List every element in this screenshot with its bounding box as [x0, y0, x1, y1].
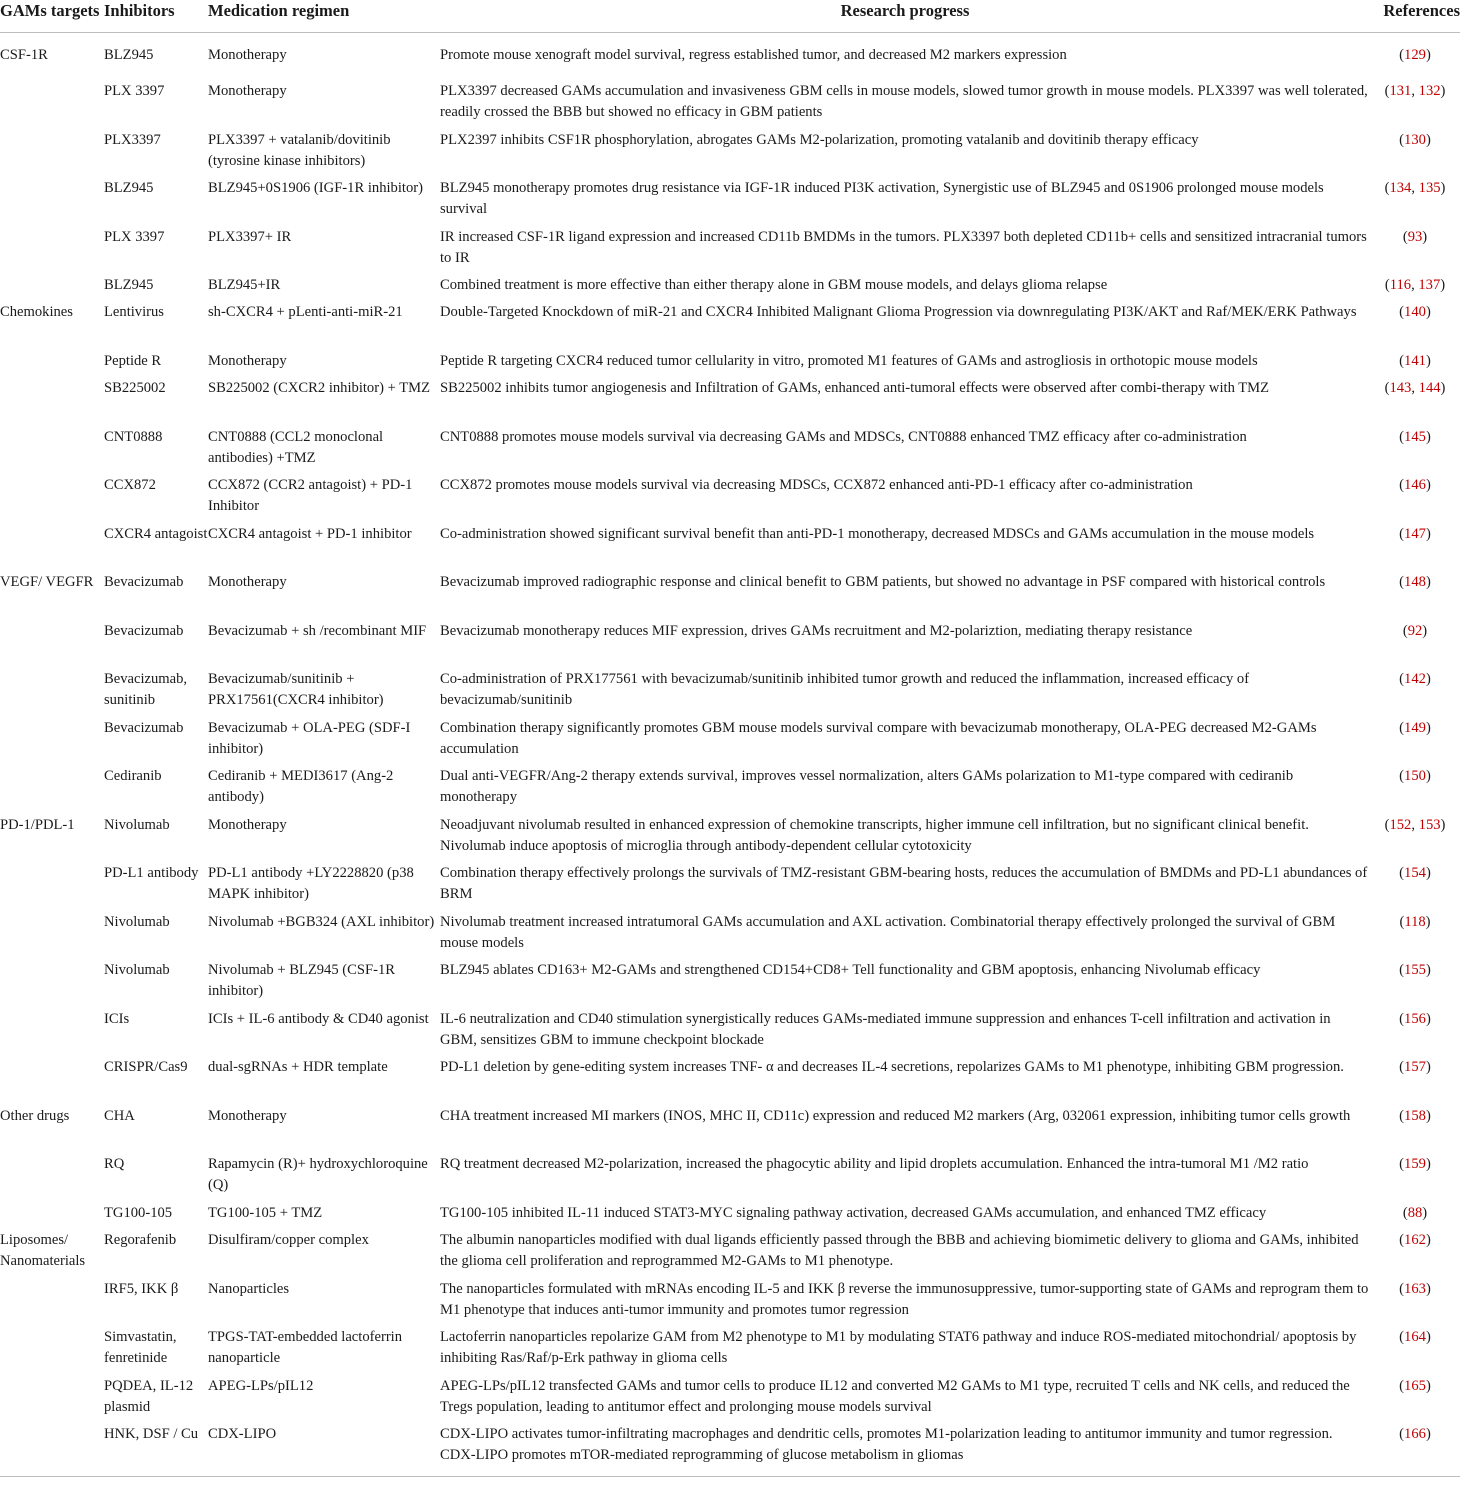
- reference-link[interactable]: 159: [1404, 1156, 1426, 1173]
- table-row: [0, 1230, 1460, 1279]
- reference-link[interactable]: 143: [1389, 380, 1412, 397]
- gams-target-cell: PD-1/PDL-1: [0, 816, 75, 833]
- table-row: [0, 815, 1460, 864]
- table-row: [0, 33, 1460, 82]
- reference-link[interactable]: 118: [1404, 913, 1426, 930]
- header-gams-targets: GAMs targets: [0, 0, 104, 33]
- table-row: [0, 130, 1460, 179]
- research-progress-cell: PLX3397 decreased GAMs accumulation and invasiveness GBM cells in mouse models, slowed tumor growth in mouse models. PLX3397 was well tolerated, readily crossed the BBB but showed no efficacy in GBM patients: [440, 83, 1368, 120]
- gams-target-cell: [0, 275, 104, 302]
- reference-link[interactable]: 162: [1404, 1232, 1426, 1249]
- medication-regimen-cell: Nivolumab +BGB324 (AXL inhibitor): [208, 913, 435, 930]
- research-progress-cell: Double-Targeted Knockdown of miR-21 and CXCR4 Inhibited Malignant Glioma Progression via downregulating PI3K/AKT and Raf/MEK/ERK Pathways: [440, 304, 1357, 321]
- references-cell: (165): [1399, 1377, 1431, 1394]
- research-progress-cell: APEG-LPs/pIL12 transfected GAMs and tumor cells to produce IL12 and converted M2 GAMs to M1 type, recruited T cells and NK cells, and reduced the Tregs population, leading to antitumor effect and prolonging mouse models survival: [440, 1377, 1350, 1415]
- reference-link[interactable]: 134: [1389, 180, 1412, 196]
- inhibitor-cell: TG100-105: [104, 1204, 173, 1221]
- inhibitor-cell: Cediranib: [104, 768, 162, 785]
- medication-regimen-cell: Cediranib + MEDI3617 (Ang-2 antibody): [208, 768, 394, 806]
- inhibitor-cell: ICIs: [104, 1010, 130, 1027]
- research-progress-cell: CCX872 promotes mouse models survival via decreasing MDSCs, CCX872 enhanced anti-PD-1 efficacy after co-administration: [440, 477, 1193, 494]
- table-row: [0, 275, 1460, 302]
- references-cell: (147): [1399, 525, 1431, 542]
- medication-regimen-cell: PD-L1 antibody +LY2228820 (p38 MAPK inhibitor): [208, 865, 414, 903]
- research-progress-cell: The albumin nanoparticles modified with dual ligands efficiently passed through the BBB and achieving biomimetic delivery to glioma and GAMs, inhibited the glioma cell proliferation and reprogrammed M2-GAMs to M1 phenotype.: [440, 1232, 1359, 1270]
- reference-link[interactable]: 152: [1389, 816, 1412, 833]
- references-cell: (141): [1399, 352, 1431, 369]
- reference-link[interactable]: 164: [1404, 1329, 1426, 1346]
- inhibitor-cell: BLZ945: [104, 180, 154, 196]
- reference-link[interactable]: 129: [1404, 47, 1426, 63]
- inhibitor-cell: Peptide R: [104, 352, 162, 369]
- research-progress-cell: Combination therapy significantly promotes GBM mouse models survival compare with bevacizumab monotherapy, OLA-PEG decreased M2-GAMs accumulation: [440, 719, 1317, 757]
- inhibitor-cell: BLZ945: [104, 47, 154, 63]
- gams-target-cell: [0, 1009, 104, 1058]
- references-cell: (129): [1399, 47, 1431, 63]
- references-cell: (140): [1399, 304, 1431, 321]
- medication-regimen-cell: dual-sgRNAs + HDR template: [208, 1059, 388, 1076]
- gams-target-cell: [0, 475, 104, 524]
- gams-target-cell: Other drugs: [0, 1107, 70, 1124]
- inhibitor-cell: Bevacizumab, sunitinib: [104, 671, 188, 709]
- table-row: [0, 475, 1460, 524]
- gams-target-cell: VEGF/ VEGFR: [0, 574, 94, 591]
- inhibitor-cell: Lentivirus: [104, 304, 164, 321]
- reference-link[interactable]: 158: [1404, 1107, 1426, 1124]
- references-cell: (158): [1399, 1107, 1431, 1124]
- inhibitor-cell: Regorafenib: [104, 1232, 177, 1249]
- reference-link[interactable]: 155: [1404, 962, 1426, 979]
- reference-link[interactable]: 93: [1407, 228, 1423, 245]
- references-cell: (150): [1399, 768, 1431, 785]
- medication-regimen-cell: CCX872 (CCR2 antagoist) + PD-1 Inhibitor: [208, 477, 413, 515]
- gams-target-cell: [0, 960, 104, 1009]
- medication-regimen-cell: CDX-LIPO: [208, 1424, 440, 1477]
- reference-link[interactable]: 92: [1407, 622, 1423, 639]
- reference-link[interactable]: 165: [1404, 1377, 1426, 1394]
- table-row: [0, 572, 1460, 621]
- medication-regimen-cell: BLZ945+0S1906 (IGF-1R inhibitor): [208, 180, 423, 196]
- research-progress-cell: IL-6 neutralization and CD40 stimulation synergistically reduces GAMs-mediated immune suppression and enhances T-cell infiltration and activation in GBM, sensitizes GBM to immune checkpoint blockade: [440, 1010, 1331, 1048]
- gams-target-cell: [0, 351, 104, 378]
- medication-regimen-cell: Monotherapy: [208, 83, 287, 99]
- header-medication-regimen: Medication regimen: [208, 0, 440, 33]
- reference-link[interactable]: 148: [1404, 574, 1426, 591]
- medication-regimen-cell: Monotherapy: [208, 47, 287, 63]
- inhibitor-cell: Bevacizumab: [104, 574, 184, 591]
- gams-target-cell: [0, 1203, 104, 1230]
- reference-link[interactable]: 153: [1418, 816, 1441, 833]
- references-cell: (142): [1399, 671, 1431, 688]
- inhibitor-cell: Simvastatin, fenretinide: [104, 1329, 177, 1367]
- research-progress-cell: BLZ945 ablates CD163+ M2-GAMs and strengthened CD154+CD8+ Tell functionality and GBM apoptosis, enhancing Nivolumab efficacy: [440, 962, 1261, 979]
- medication-regimen-cell: Monotherapy: [208, 816, 287, 833]
- reference-link[interactable]: 144: [1418, 380, 1441, 397]
- inhibitor-cell: CCX872: [104, 477, 156, 494]
- references-cell: (92): [1402, 622, 1428, 639]
- table-row: [0, 863, 1460, 912]
- research-progress-cell: Co-administration of PRX177561 with bevacizumab/sunitinib inhibited tumor growth and reduced the inflammation, increased efficacy of bevacizumab/sunitinib: [440, 671, 1250, 709]
- medication-regimen-cell: TG100-105 + TMZ: [208, 1204, 323, 1221]
- inhibitor-cell: HNK, DSF / Cu: [104, 1424, 208, 1477]
- references-cell: (145): [1399, 428, 1431, 445]
- table-row: [0, 178, 1460, 227]
- inhibitor-cell: Bevacizumab: [104, 622, 184, 639]
- reference-link[interactable]: 131: [1389, 83, 1412, 99]
- references-cell: (116, 137): [1384, 277, 1446, 293]
- inhibitor-cell: PD-L1 antibody: [104, 865, 199, 882]
- references-cell: (88): [1402, 1204, 1428, 1221]
- research-progress-cell: BLZ945 monotherapy promotes drug resistance via IGF-1R induced PI3K activation, Synergistic use of BLZ945 and 0S1906 prolonged mouse models survival: [440, 180, 1324, 217]
- references-cell: (118): [1399, 913, 1431, 930]
- gams-target-cell: [0, 718, 104, 767]
- references-cell: (162): [1399, 1232, 1431, 1249]
- header-inhibitors: Inhibitors: [104, 0, 208, 33]
- inhibitor-cell: CXCR4 antagoist: [104, 525, 208, 542]
- medication-regimen-cell: Nanoparticles: [208, 1280, 290, 1297]
- table-row: [0, 1203, 1460, 1230]
- gams-target-cell: [0, 1327, 104, 1376]
- inhibitor-cell: IRF5, IKK β: [104, 1280, 179, 1297]
- medication-regimen-cell: SB225002 (CXCR2 inhibitor) + TMZ: [208, 380, 431, 397]
- medication-regimen-cell: CXCR4 antagoist + PD-1 inhibitor: [208, 525, 412, 542]
- header-research-progress: Research progress: [440, 0, 1370, 33]
- reference-link[interactable]: 166: [1404, 1426, 1426, 1443]
- header-references: References: [1370, 0, 1460, 33]
- gams-target-cell: [0, 1424, 104, 1477]
- reference-link[interactable]: 156: [1404, 1010, 1426, 1027]
- gams-target-cell: [0, 1279, 104, 1328]
- table-row: [0, 81, 1460, 130]
- table-row: [0, 1279, 1460, 1328]
- inhibitor-cell: Nivolumab: [104, 962, 170, 979]
- references-cell: (157): [1399, 1059, 1431, 1076]
- medication-regimen-cell: sh-CXCR4 + pLenti-anti-miR-21: [208, 304, 403, 321]
- references-cell: (159): [1399, 1156, 1431, 1173]
- reference-link[interactable]: 163: [1404, 1280, 1426, 1297]
- research-progress-cell: SB225002 inhibits tumor angiogenesis and Infiltration of GAMs, enhanced anti-tumoral effects were observed after combi-therapy with TMZ: [440, 380, 1270, 397]
- table-row: [0, 1424, 1460, 1477]
- gams-target-cell: [0, 669, 104, 718]
- reference-link[interactable]: 146: [1404, 477, 1426, 494]
- medication-regimen-cell: ICIs + IL-6 antibody & CD40 agonist: [208, 1010, 429, 1027]
- inhibitor-cell: PLX 3397: [104, 228, 165, 245]
- medication-regimen-cell: Nivolumab + BLZ945 (CSF-1R inhibitor): [208, 962, 396, 1000]
- research-progress-cell: Bevacizumab monotherapy reduces MIF expression, drives GAMs recruitment and M2-polariztion, mediating therapy resistance: [440, 622, 1193, 639]
- inhibitor-cell: BLZ945: [104, 277, 154, 293]
- table-row: [0, 1106, 1460, 1155]
- medication-regimen-cell: Bevacizumab + OLA-PEG (SDF-I inhibitor): [208, 719, 411, 757]
- research-progress-cell: Nivolumab treatment increased intratumoral GAMs accumulation and AXL activation. Combinatorial therapy effectively prolonged the survival of GBM mouse models: [440, 913, 1336, 951]
- table-row: [0, 427, 1460, 476]
- reference-link[interactable]: 150: [1404, 768, 1426, 785]
- references-cell: (163): [1399, 1280, 1431, 1297]
- medication-regimen-cell: Monotherapy: [208, 352, 287, 369]
- inhibitor-cell: PLX3397: [104, 131, 161, 148]
- references-cell: (93): [1402, 228, 1428, 245]
- references-cell: (134, 135): [1384, 180, 1446, 196]
- reference-link[interactable]: 135: [1418, 180, 1441, 196]
- research-progress-cell: Promote mouse xenograft model survival, regress established tumor, and decreased M2 markers expression: [440, 47, 1067, 63]
- gams-target-cell: [0, 524, 104, 573]
- reference-link[interactable]: 145: [1404, 428, 1426, 445]
- references-cell: (155): [1399, 962, 1431, 979]
- research-progress-cell: Neoadjuvant nivolumab resulted in enhanced expression of chemokine transcripts, higher immune cell infiltration, but no significant clinical benefit. Nivolumab induce apoptosis of microglia through antibody-dependent cellular cytotoxicity: [440, 816, 1309, 854]
- medication-regimen-cell: PLX3397 + vatalanib/dovitinib (tyrosine kinase inhibitors): [208, 131, 391, 169]
- references-cell: (149): [1399, 719, 1431, 736]
- table-row: [0, 351, 1460, 378]
- research-progress-cell: CHA treatment increased MI markers (INOS, MHC II, CD11c) expression and reduced M2 markers (Arg, 032061 expression, inhibiting tumor cells growth: [440, 1107, 1351, 1124]
- table-row: [0, 960, 1460, 1009]
- research-progress-cell: RQ treatment decreased M2-polarization, increased the phagocytic ability and lipid droplets accumulation. Enhanced the intra-tumoral M1 /M2 ratio: [440, 1156, 1309, 1173]
- gams-target-cell: [0, 621, 104, 670]
- table-row: [0, 621, 1460, 670]
- gams-target-cell: [0, 1376, 104, 1425]
- gams-target-cell: [0, 427, 104, 476]
- gams-target-cell: [0, 766, 104, 815]
- table-row: [0, 302, 1460, 351]
- reference-link[interactable]: 154: [1404, 865, 1426, 882]
- references-cell: (154): [1399, 865, 1431, 882]
- reference-link[interactable]: 147: [1404, 525, 1426, 542]
- medication-regimen-cell: TPGS-TAT-embedded lactoferrin nanoparticle: [208, 1329, 403, 1367]
- references-cell: (156): [1399, 1010, 1431, 1027]
- gams-target-cell: CSF-1R: [0, 47, 48, 63]
- reference-link[interactable]: 130: [1404, 131, 1426, 148]
- gams-target-cell: Liposomes/ Nanomaterials: [0, 1232, 86, 1270]
- references-cell: (131, 132): [1384, 83, 1446, 99]
- research-progress-cell: Combined treatment is more effective than either therapy alone in GBM mouse models, and delays glioma relapse: [440, 277, 1108, 293]
- gams-target-cell: [0, 1057, 104, 1106]
- research-progress-cell: Combination therapy effectively prolongs the survivals of TMZ-resistant GBM-bearing hosts, reduces the accumulation of BMDMs and PD-L1 abundances of BRM: [440, 865, 1368, 903]
- reference-link[interactable]: 137: [1418, 277, 1441, 293]
- inhibitor-cell: Nivolumab: [104, 816, 170, 833]
- gams-target-cell: [0, 863, 104, 912]
- inhibitor-cell: CHA: [104, 1107, 135, 1124]
- medication-regimen-cell: Monotherapy: [208, 1107, 287, 1124]
- table-row: [0, 1154, 1460, 1203]
- research-progress-cell: IR increased CSF-1R ligand expression and increased CD11b BMDMs in the tumors. PLX3397 both depleted CD11b+ cells and sensitized intracranial tumors to IR: [440, 228, 1367, 266]
- gams-target-cell: [0, 912, 104, 961]
- research-progress-cell: Peptide R targeting CXCR4 reduced tumor cellularity in vitro, promoted M1 features of GAMs and astrogliosis in orthotopic mouse models: [440, 352, 1258, 369]
- gams-target-cell: [0, 178, 104, 227]
- gams-target-cell: [0, 81, 104, 130]
- references-cell: (146): [1399, 477, 1431, 494]
- references-cell: (164): [1399, 1329, 1431, 1346]
- reference-link[interactable]: 88: [1407, 1204, 1423, 1221]
- table-row: [0, 766, 1460, 815]
- gams-target-cell: [0, 1154, 104, 1203]
- header-row: [0, 0, 1460, 33]
- references-cell: (152, 153): [1384, 816, 1446, 833]
- inhibitor-cell: RQ: [104, 1156, 125, 1173]
- table-row: [0, 524, 1460, 573]
- references-cell: (166): [1370, 1424, 1460, 1477]
- gams-target-cell: [0, 227, 104, 276]
- research-progress-cell: TG100-105 inhibited IL-11 induced STAT3-MYC signaling pathway activation, decreased GAMs accumulation, and enhanced TMZ efficacy: [440, 1204, 1267, 1221]
- table-row: [0, 378, 1460, 427]
- reference-link[interactable]: 157: [1404, 1059, 1426, 1076]
- medication-regimen-cell: Rapamycin (R)+ hydroxychloroquine (Q): [208, 1156, 428, 1194]
- medication-regimen-cell: Bevacizumab + sh /recombinant MIF: [208, 622, 427, 639]
- research-progress-cell: Lactoferrin nanoparticles repolarize GAM from M2 phenotype to M1 by modulating STAT6 pathway and induce ROS-mediated mitochondrial/ apoptosis by inhibiting Ras/Raf/p-Erk pathway in glioma cells: [440, 1329, 1357, 1367]
- table-row: [0, 1009, 1460, 1058]
- table-row: [0, 669, 1460, 718]
- table-row: [0, 912, 1460, 961]
- references-cell: (130): [1399, 131, 1431, 148]
- medication-regimen-cell: CNT0888 (CCL2 monoclonal antibodies) +TMZ: [208, 428, 384, 466]
- table-row: [0, 1376, 1460, 1425]
- table-row: [0, 1057, 1460, 1106]
- inhibitor-cell: PLX 3397: [104, 83, 165, 99]
- research-progress-cell: Dual anti-VEGFR/Ang-2 therapy extends survival, improves vessel normalization, alters GAMs polarization to M1-type compared with cediranib monotherapy: [440, 768, 1294, 806]
- inhibitor-cell: SB225002: [104, 380, 166, 397]
- reference-link[interactable]: 141: [1404, 352, 1426, 369]
- inhibitor-cell: Nivolumab: [104, 913, 170, 930]
- inhibitor-cell: CRISPR/Cas9: [104, 1059, 188, 1076]
- table-row: [0, 718, 1460, 767]
- medication-regimen-cell: PLX3397+ IR: [208, 228, 292, 245]
- medication-regimen-cell: APEG-LPs/pIL12: [208, 1377, 314, 1394]
- inhibitor-cell: PQDEA, IL-12 plasmid: [104, 1377, 194, 1415]
- table-body: [0, 33, 1460, 1477]
- reference-link[interactable]: 140: [1404, 304, 1426, 321]
- gams-target-cell: Chemokines: [0, 304, 73, 321]
- table-row: [0, 227, 1460, 276]
- references-cell: (148): [1399, 574, 1431, 591]
- research-progress-cell: CNT0888 promotes mouse models survival via decreasing GAMs and MDSCs, CNT0888 enhanced TMZ efficacy after co-administration: [440, 428, 1247, 445]
- medication-regimen-cell: Bevacizumab/sunitinib + PRX17561(CXCR4 inhibitor): [208, 671, 384, 709]
- gams-target-cell: [0, 130, 104, 179]
- research-progress-cell: PLX2397 inhibits CSF1R phosphorylation, abrogates GAMs M2-polarization, promoting vatalanib and dovitinib therapy efficacy: [440, 131, 1199, 148]
- reference-link[interactable]: 132: [1418, 83, 1441, 99]
- reference-link[interactable]: 149: [1404, 719, 1426, 736]
- reference-link[interactable]: 142: [1404, 671, 1426, 688]
- reference-link[interactable]: 116: [1389, 277, 1412, 293]
- gams-target-cell: [0, 378, 104, 427]
- medication-regimen-cell: Monotherapy: [208, 574, 287, 591]
- research-progress-cell: PD-L1 deletion by gene-editing system increases TNF- α and decreases IL-4 secretions, repolarizes GAMs to M1 phenotype, inhibiting GBM progression.: [440, 1059, 1344, 1076]
- table-row: [0, 1327, 1460, 1376]
- research-progress-cell: CDX-LIPO activates tumor-infiltrating macrophages and dendritic cells, promotes M1-polarization leading to antitumor immunity and tumor regression. CDX-LIPO promotes mTOR-mediated reprogramming of glucose metabolism in gliomas: [440, 1424, 1370, 1477]
- references-cell: (143, 144): [1384, 380, 1446, 397]
- research-progress-cell: The nanoparticles formulated with mRNAs encoding IL-5 and IKK β reverse the immunosuppressive, tumor-supporting state of GAMs and reprogram them to M1 phenotype that induces anti-tumor immunity and promotes tumor regression: [440, 1280, 1369, 1318]
- inhibitor-cell: CNT0888: [104, 428, 163, 445]
- research-progress-cell: Bevacizumab improved radiographic response and clinical benefit to GBM patients, but showed no advantage in PSF compared with historical controls: [440, 574, 1326, 591]
- research-progress-cell: Co-administration showed significant survival benefit than anti-PD-1 monotherapy, decreased MDSCs and GAMs accumulation in the mouse models: [440, 525, 1315, 542]
- medication-regimen-cell: BLZ945+IR: [208, 277, 281, 293]
- medication-regimen-cell: Disulfiram/copper complex: [208, 1232, 369, 1249]
- inhibitor-cell: Bevacizumab: [104, 719, 184, 736]
